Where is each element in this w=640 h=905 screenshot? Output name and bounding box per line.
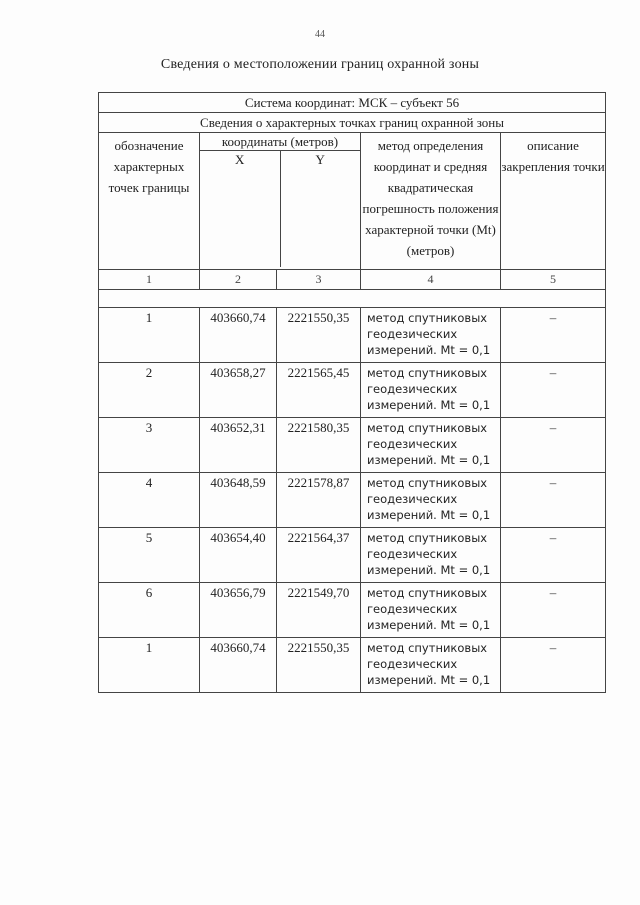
- table-row: [99, 363, 606, 418]
- method-description: метод спутниковых геодезических измерений. Mt = 0,1: [361, 473, 501, 528]
- header-coordinates-title: координаты (метров): [200, 133, 360, 151]
- method-description: метод спутниковых геодезических измерений. Mt = 0,1: [361, 308, 501, 363]
- point-designation: 4: [99, 473, 200, 528]
- fixing-description: –: [501, 528, 606, 583]
- column-number: 1: [99, 270, 200, 290]
- coordinate-x: 403648,59: [200, 473, 277, 528]
- document-title: Сведения о местоположении границ охранной зоны: [160, 57, 480, 72]
- table-subtitle-cell: Сведения о характерных точках границ охранной зоны: [99, 113, 606, 133]
- header-point-designation: обозначение характерных точек границы: [99, 133, 200, 270]
- method-description: метод спутниковых геодезических измерений. Mt = 0,1: [361, 528, 501, 583]
- point-designation: 6: [99, 583, 200, 638]
- column-number: 3: [277, 270, 361, 290]
- boundary-points-table: [98, 92, 606, 693]
- method-description: метод спутниковых геодезических измерений. Mt = 0,1: [361, 363, 501, 418]
- method-description: метод спутниковых геодезических измерений. Mt = 0,1: [361, 418, 501, 473]
- coordinate-y: 2221549,70: [277, 583, 361, 638]
- fixing-description: –: [501, 363, 606, 418]
- column-number: 5: [501, 270, 606, 290]
- coordinate-system-row: [99, 93, 606, 113]
- header-x: X: [235, 152, 245, 167]
- column-number: 4: [361, 270, 501, 290]
- table-row: [99, 583, 606, 638]
- header-coordinates: [200, 133, 361, 270]
- coordinate-y: 2221564,37: [277, 528, 361, 583]
- column-number-row: [99, 270, 606, 290]
- fixing-description: –: [501, 418, 606, 473]
- header-method: метод определения координат и средняя квадратическая погрешность положения характерной точки (Mt) (метров): [361, 133, 501, 270]
- fixing-description: –: [501, 473, 606, 528]
- table-row: [99, 528, 606, 583]
- coordinate-x: 403656,79: [200, 583, 277, 638]
- table-row: [99, 638, 606, 693]
- point-designation: 3: [99, 418, 200, 473]
- fixing-description: –: [501, 308, 606, 363]
- table-subtitle-row: [99, 113, 606, 133]
- coordinate-y: 2221550,35: [277, 308, 361, 363]
- coordinate-x: 403658,27: [200, 363, 277, 418]
- method-description: метод спутниковых геодезических измерений. Mt = 0,1: [361, 638, 501, 693]
- column-number: 2: [200, 270, 277, 290]
- coordinate-x: 403660,74: [200, 308, 277, 363]
- point-designation: 1: [99, 638, 200, 693]
- spacer-row: [99, 290, 606, 308]
- point-designation: 2: [99, 363, 200, 418]
- header-y: Y: [280, 151, 361, 267]
- point-designation: 5: [99, 528, 200, 583]
- coordinate-system-cell: Система координат: МСК – субъект 56: [99, 93, 606, 113]
- coordinate-y: 2221550,35: [277, 638, 361, 693]
- header-description: описание закрепления точки: [501, 133, 606, 270]
- table-header-row: [99, 133, 606, 270]
- page-number: 44: [315, 29, 325, 40]
- table-row: [99, 473, 606, 528]
- coordinate-y: 2221580,35: [277, 418, 361, 473]
- point-designation: 1: [99, 308, 200, 363]
- coordinate-x: 403652,31: [200, 418, 277, 473]
- coordinate-x: 403660,74: [200, 638, 277, 693]
- coordinate-x: 403654,40: [200, 528, 277, 583]
- table-row: [99, 418, 606, 473]
- fixing-description: –: [501, 583, 606, 638]
- spacer-cell: [99, 290, 606, 308]
- table-row: [99, 308, 606, 363]
- fixing-description: –: [501, 638, 606, 693]
- method-description: метод спутниковых геодезических измерений. Mt = 0,1: [361, 583, 501, 638]
- coordinate-y: 2221565,45: [277, 363, 361, 418]
- coordinate-y: 2221578,87: [277, 473, 361, 528]
